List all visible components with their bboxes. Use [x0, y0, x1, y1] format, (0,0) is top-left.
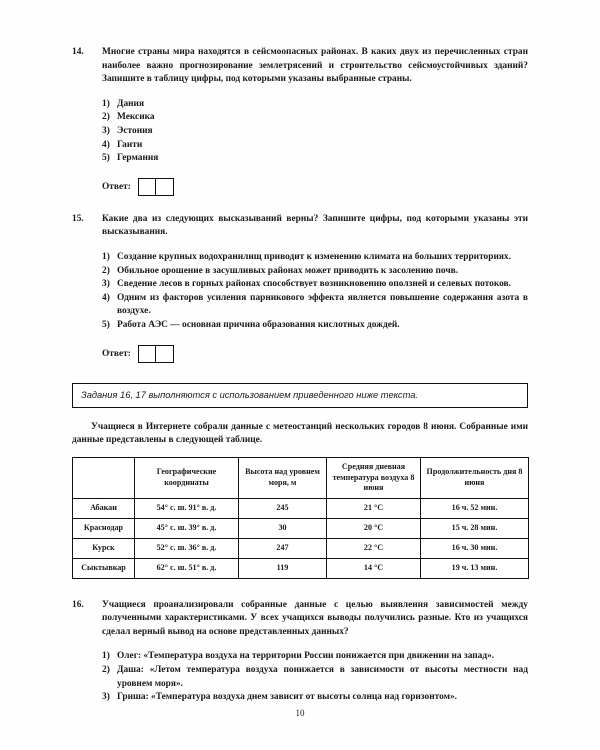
- answer-cell[interactable]: [139, 179, 156, 195]
- option-label: Одним из факторов усиления парникового эффекта является повышение содержания азота в воздухе.: [117, 292, 528, 317]
- cell-day-length: 16 ч. 30 мин.: [421, 538, 529, 558]
- page-content: [72, 46, 528, 705]
- table-row: [73, 538, 529, 558]
- task-15-answer-row: [102, 345, 528, 363]
- option-marker: 1): [102, 251, 110, 262]
- meteo-data-table: [72, 457, 529, 579]
- column-header-altitude: Высота над уровнем моря, м: [239, 457, 327, 498]
- task-14-stem: Многие страны мира находятся в сейсмоопасных районах. В каких двух из перечисленных стран наиболее важно прогнозирование землетрясений и строительство сейсмоустойчивых зданий? Запишите в таблицу цифры, под которыми указаны выбранные страны.: [102, 47, 528, 85]
- cell-temperature: 20 °C: [327, 518, 421, 538]
- column-header-city: [73, 457, 135, 498]
- option-marker: 1): [102, 651, 110, 662]
- task-15-stem: Какие два из следующих высказываний верны? Запишите цифры, под которыми указаны эти высказывания.: [102, 213, 528, 238]
- task-15-options: [102, 251, 528, 333]
- cell-temperature: 21 °C: [327, 498, 421, 518]
- option-label: Работа АЭС — основная причина образования кислотных дождей.: [117, 319, 400, 330]
- cell-coordinates: 45° с. ш. 39° в. д.: [135, 518, 239, 538]
- option-item[interactable]: [102, 152, 528, 166]
- option-label: Сведение лесов в горных районах способствует возникновению оползней и селевых потоков.: [117, 279, 511, 290]
- option-item[interactable]: [102, 650, 528, 664]
- option-item[interactable]: [102, 111, 528, 125]
- table-row: [73, 558, 529, 578]
- cell-coordinates: 62° с. ш. 51° в. д.: [135, 558, 239, 578]
- answer-label: Ответ:: [102, 181, 131, 192]
- option-label: Обильное орошение в засушливых районах может приводить к засолению почв.: [117, 265, 459, 276]
- option-label: Мексика: [117, 112, 155, 123]
- cell-altitude: 247: [239, 538, 327, 558]
- option-label: Германия: [117, 153, 159, 164]
- column-header-temperature: Средняя дневная температура воздуха 8 июня: [327, 457, 421, 498]
- task-14: [72, 46, 528, 196]
- option-marker: 2): [102, 665, 110, 676]
- option-marker: 1): [102, 98, 110, 109]
- option-item[interactable]: [102, 319, 528, 333]
- option-marker: 3): [102, 692, 110, 703]
- option-marker: 4): [102, 292, 110, 303]
- option-item[interactable]: [102, 139, 528, 153]
- option-item[interactable]: [102, 278, 528, 292]
- cell-altitude: 119: [239, 558, 327, 578]
- spacer: [72, 196, 528, 213]
- task-15-body: [102, 213, 528, 363]
- cell-day-length: 16 ч. 52 мин.: [421, 498, 529, 518]
- option-item[interactable]: [102, 664, 528, 691]
- cell-city: Абакан: [73, 498, 135, 518]
- answer-grid[interactable]: [138, 178, 174, 196]
- cell-coordinates: 52° с. ш. 36° в. д.: [135, 538, 239, 558]
- option-label: Создание крупных водохранилищ приводит к изменению климата на больших территориях.: [117, 251, 511, 262]
- task-14-answer-row: [102, 178, 528, 196]
- cell-city: Курск: [73, 538, 135, 558]
- page-number: 10: [295, 708, 305, 718]
- table-row: [73, 498, 529, 518]
- answer-cell[interactable]: [156, 346, 173, 362]
- task-14-number: 14.: [72, 47, 84, 57]
- answer-grid[interactable]: [138, 345, 174, 363]
- option-marker: 4): [102, 139, 110, 150]
- option-label: Даша: «Летом температура воздуха понижается в зависимости от высоты местности над уровнем моря».: [117, 665, 528, 689]
- column-header-coordinates: Географические координаты: [135, 457, 239, 498]
- cell-altitude: 245: [239, 498, 327, 518]
- option-marker: 2): [102, 265, 110, 276]
- option-marker: 3): [102, 125, 110, 136]
- cell-day-length: 15 ч. 28 мин.: [421, 518, 529, 538]
- cell-day-length: 19 ч. 13 мин.: [421, 558, 529, 578]
- option-item[interactable]: [102, 265, 528, 279]
- cell-temperature: 22 °C: [327, 538, 421, 558]
- table-header-row: [73, 457, 529, 498]
- task-16-number: 16.: [72, 599, 84, 610]
- cell-altitude: 30: [239, 518, 327, 538]
- task-16-stem: Учащиеся проанализировали собранные данные с целью выявления зависимостей между полученными характеристиками. У всех учащихся выводы получились разные. Кто из учащихся сделал верный вывод на основе представленных данных?: [102, 599, 528, 637]
- spacer: [72, 579, 528, 599]
- answer-cell[interactable]: [156, 179, 173, 195]
- task-14-options: [102, 98, 528, 166]
- cell-temperature: 14 °C: [327, 558, 421, 578]
- task-16: [72, 599, 528, 705]
- cell-coordinates: 54° с. ш. 91° в. д.: [135, 498, 239, 518]
- column-header-day-length: Продолжительность дня 8 июня: [421, 457, 529, 498]
- option-label: Гаити: [117, 139, 143, 150]
- instruction-box: Задания 16, 17 выполняются с использованием приведенного ниже текста.: [72, 383, 528, 408]
- cell-city: Сыктывкар: [73, 558, 135, 578]
- option-marker: 3): [102, 279, 110, 290]
- cell-city: Краснодар: [73, 518, 135, 538]
- spacer: [72, 363, 528, 383]
- option-item[interactable]: [102, 125, 528, 139]
- option-label: Гриша: «Температура воздуха днем зависит от высоты солнца над горизонтом».: [117, 692, 458, 703]
- task-15-number: 15.: [72, 213, 84, 224]
- option-item[interactable]: [102, 251, 528, 265]
- option-item[interactable]: [102, 292, 528, 319]
- option-marker: 5): [102, 319, 110, 330]
- option-item[interactable]: [102, 98, 528, 112]
- option-marker: 2): [102, 112, 110, 123]
- task-16-options: [102, 650, 528, 704]
- answer-cell[interactable]: [139, 346, 156, 362]
- task-15: [72, 213, 528, 363]
- option-label: Олег: «Температура воздуха на территории России понижается при движении на запад».: [117, 651, 495, 662]
- answer-label: Ответ:: [102, 348, 131, 359]
- task-16-body: [102, 599, 528, 705]
- option-item[interactable]: [102, 691, 528, 705]
- task-14-body: [102, 46, 528, 196]
- table-row: [73, 518, 529, 538]
- intro-paragraph: Учащиеся в Интернете собрали данные с метеостанций нескольких городов 8 июня. Собранные ими данные представлены в следующей таблице.: [72, 421, 528, 446]
- option-label: Эстония: [117, 125, 153, 136]
- option-marker: 5): [102, 153, 110, 164]
- option-label: Дания: [117, 98, 145, 109]
